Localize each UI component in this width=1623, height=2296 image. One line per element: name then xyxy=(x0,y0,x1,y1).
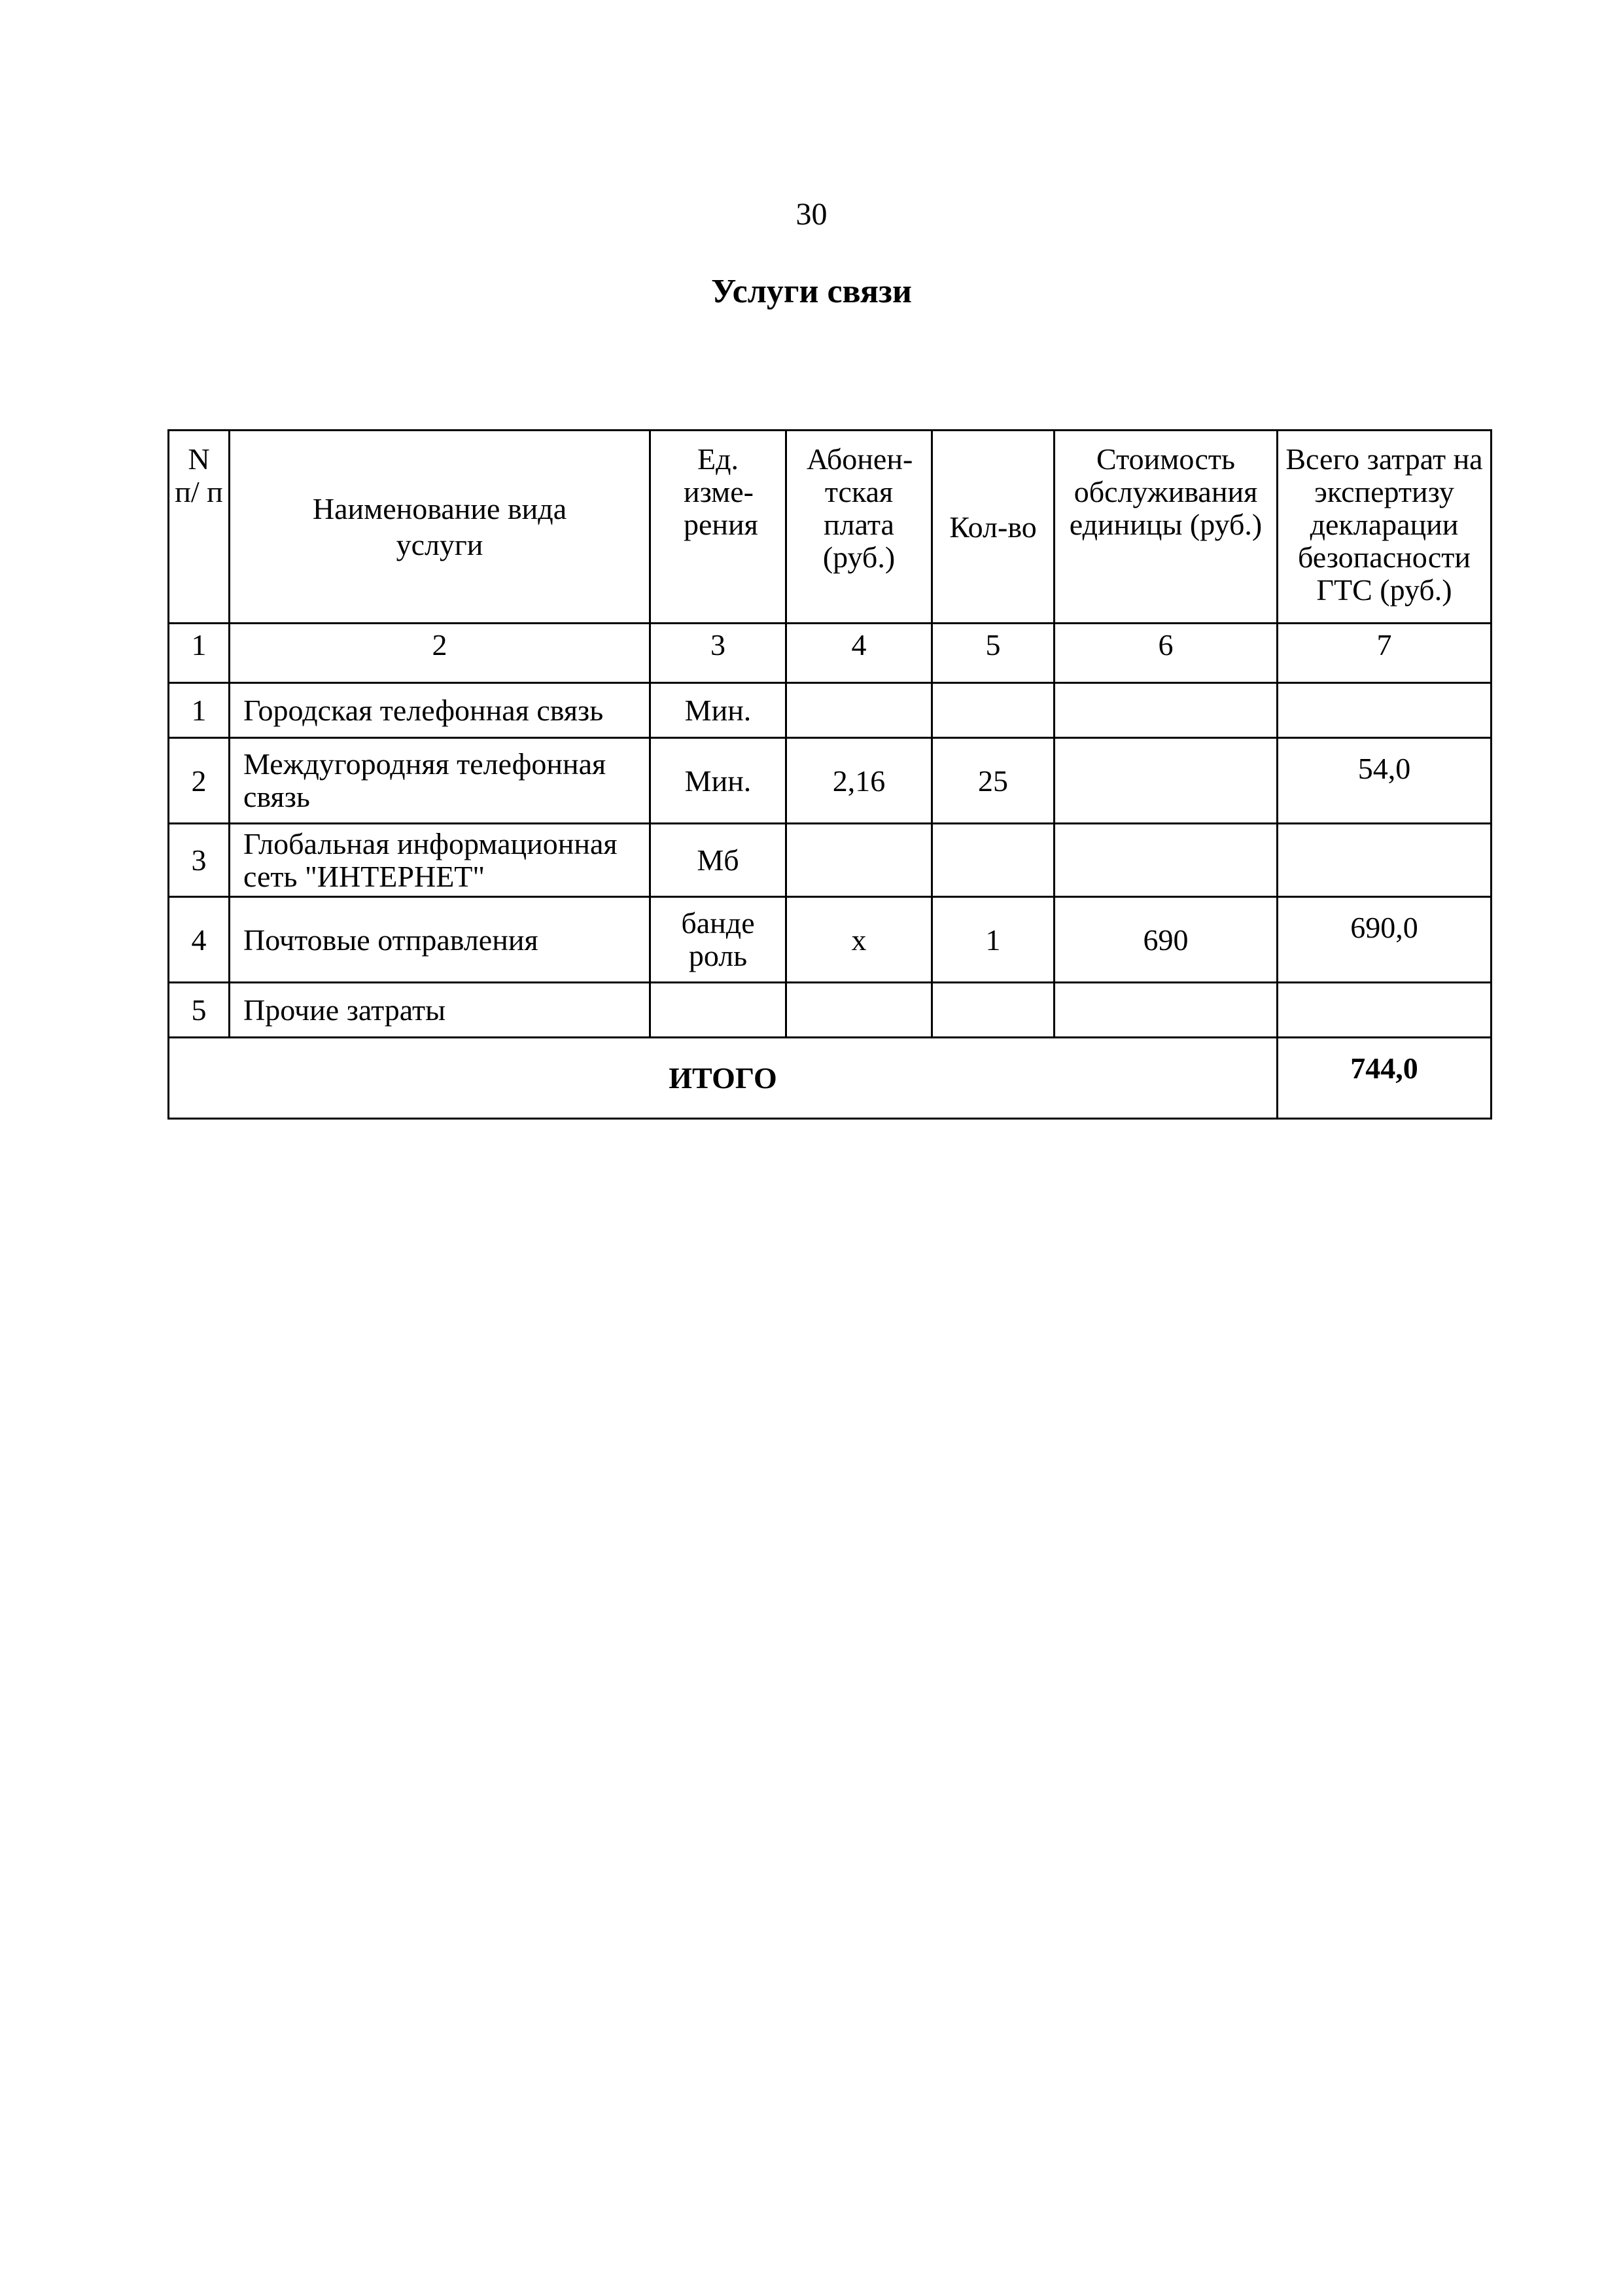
total-cell: 54,0 xyxy=(1278,738,1492,824)
column-number: 1 xyxy=(169,624,230,683)
header-col-total: Всего затрат на экспертизу декларации безопасности ГТС (руб.) xyxy=(1278,431,1492,624)
service-name: Городская телефонная связь xyxy=(230,683,650,738)
fee-cell: х xyxy=(786,897,932,983)
service-name: Глобальная информационная сеть "ИНТЕРНЕТ" xyxy=(230,824,650,897)
services-table xyxy=(167,429,1492,1120)
service-name: Прочие затраты xyxy=(230,983,650,1038)
header-col-fee: Абонен- тская плата (руб.) xyxy=(786,431,932,624)
total-cell xyxy=(1278,824,1492,897)
total-row xyxy=(169,1038,1492,1119)
total-label: ИТОГО xyxy=(169,1038,1278,1119)
page-number: 30 xyxy=(795,197,828,232)
qty-cell: 25 xyxy=(932,738,1055,824)
unit-cost-cell xyxy=(1055,824,1278,897)
service-name: Почтовые отправления xyxy=(230,897,650,983)
unit-cell: Мин. xyxy=(650,683,786,738)
row-number: 5 xyxy=(169,983,230,1038)
qty-cell xyxy=(932,824,1055,897)
column-number: 3 xyxy=(650,624,786,683)
fee-cell xyxy=(786,824,932,897)
table-row xyxy=(169,824,1492,897)
page-title: Услуги связи xyxy=(711,273,912,310)
unit-cost-cell xyxy=(1055,983,1278,1038)
table-row xyxy=(169,738,1492,824)
unit-cell: Мб xyxy=(650,824,786,897)
header-col-qty: Кол-во xyxy=(932,431,1055,624)
unit-cost-cell xyxy=(1055,738,1278,824)
total-cell xyxy=(1278,683,1492,738)
qty-cell: 1 xyxy=(932,897,1055,983)
header-col-name: Наименование вида услуги xyxy=(230,431,650,624)
column-number: 5 xyxy=(932,624,1055,683)
unit-cell xyxy=(650,983,786,1038)
unit-cost-cell: 690 xyxy=(1055,897,1278,983)
total-value: 744,0 xyxy=(1278,1038,1492,1119)
fee-cell: 2,16 xyxy=(786,738,932,824)
total-cell xyxy=(1278,983,1492,1038)
fee-cell xyxy=(786,983,932,1038)
total-cell: 690,0 xyxy=(1278,897,1492,983)
header-col-unit: Ед. изме- рения xyxy=(650,431,786,624)
qty-cell xyxy=(932,683,1055,738)
row-number: 3 xyxy=(169,824,230,897)
row-number: 2 xyxy=(169,738,230,824)
service-name: Междугородняя телефонная связь xyxy=(230,738,650,824)
header-col-number: N п/ п xyxy=(169,431,230,624)
column-number: 6 xyxy=(1055,624,1278,683)
header-col-unit-cost: Стоимость обслуживания единицы (руб.) xyxy=(1055,431,1278,624)
unit-cell: Мин. xyxy=(650,738,786,824)
row-number: 1 xyxy=(169,683,230,738)
fee-cell xyxy=(786,683,932,738)
header-row xyxy=(169,431,1492,624)
column-numbers-row xyxy=(169,624,1492,683)
table-row xyxy=(169,983,1492,1038)
table-row xyxy=(169,683,1492,738)
column-number: 7 xyxy=(1278,624,1492,683)
unit-cell: бандероль xyxy=(650,897,786,983)
column-number: 4 xyxy=(786,624,932,683)
table-row xyxy=(169,897,1492,983)
column-number: 2 xyxy=(230,624,650,683)
qty-cell xyxy=(932,983,1055,1038)
unit-cost-cell xyxy=(1055,683,1278,738)
row-number: 4 xyxy=(169,897,230,983)
